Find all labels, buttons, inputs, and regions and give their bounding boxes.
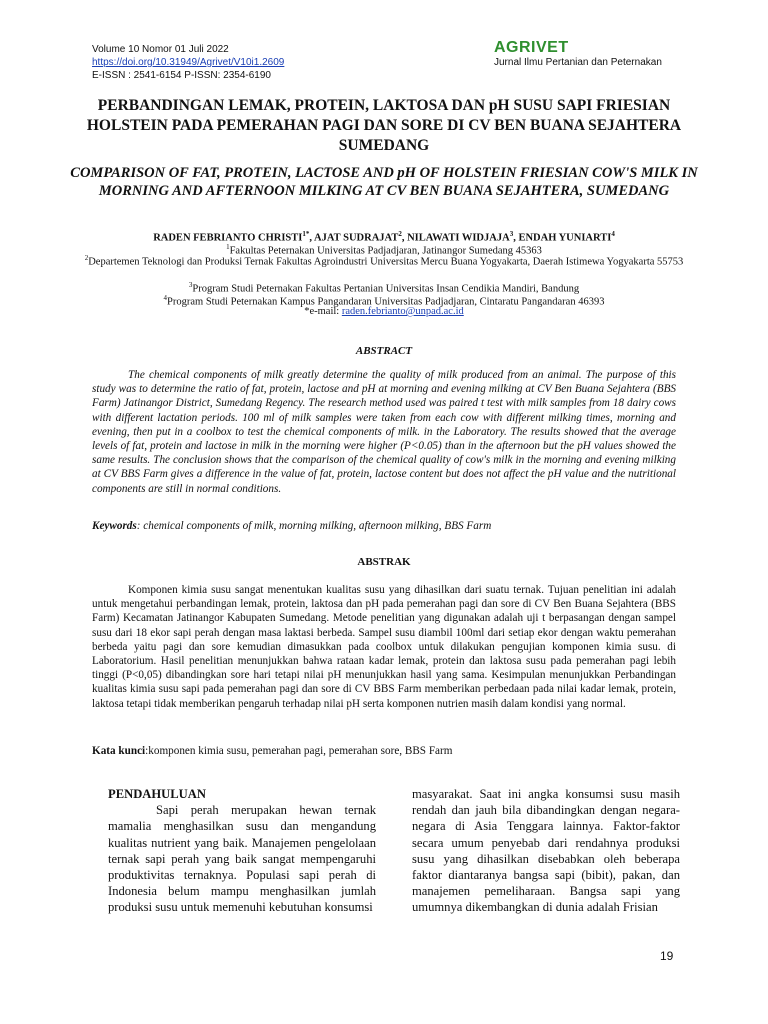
email-link[interactable]: raden.febrianto@unpad.ac.id [341,306,464,317]
intro-right-text: masyarakat. Saat ini angka konsumsi susu masih rendah dan jauh bila dibandingkan dengan negara-negara di Asia Tenggara lainnya. Faktor-faktor secara umum penyebab dari rendahnya produksi susu yang dihasilkan disebabkan oleh beberapa faktor diantaranya bangsa sapi (bibit), pakan, dan manajemen pemeliharaan. Bangsa sapi yang umumnya dikembangkan di dunia adalah Frisian [412,787,680,915]
author-4-sup: 4 [611,230,615,238]
email-line [80,305,688,318]
issn: E-ISSN : 2541-6154 P-ISSN: 2354-6190 [92,70,271,81]
journal-logo: AGRIVET [494,39,569,56]
doi-link[interactable] [92,57,284,69]
author-4: , ENDAH YUNIARTI [513,232,612,244]
affiliation-1-text: Fakultas Peternakan Universitas Padjadjaran, Jatinangor Sumedang 45363 [229,245,542,257]
intro-left-column [108,786,376,916]
affiliation-2-sup: 2 [84,254,89,262]
abstract-heading: ABSTRACT [355,345,413,357]
affiliation-4-sup: 4 [163,294,168,302]
author-3-sup: 3 [509,230,514,238]
affiliation-2-text: Departemen Teknologi dan Produksi Ternak Fakultas Agroindustri Universitas Mercu Buana Yogyakarta, Daerah Istimewa Yogyakarta 55753 [88,256,684,268]
author-3: , NILAWATI WIDJAJA [401,232,510,244]
kata-kunci-label: Kata kunci [92,745,146,757]
intro-right-column [412,786,680,916]
abstrak-body: Komponen kimia susu sangat menentukan kualitas susu yang dihasilkan dari suatu ternak. Tujuan penelitian ini adalah untuk mengetahui perbandingan lemak, protein, laktosa dan pH pada pemerahan pagi dan sore di CV Ben Buana Sejahtera (BBS Farm) Kecamatan Jatinangor Kabupaten Sumedang. Metode penelitian yang digunakan adalah uji t berpasangan dengan sampel susu dari 18 ekor sapi perah dengan masa laktasi berbeda. Sampel susu diambil 100ml dari setiap ekor dengan waktu pemerahan berbeda yaitu pagi dan sore kemudian dimasukkan pada coolbox untuk dilakukan pengujian komponen kimia susu. di Laboratorium. Hasil penelitian menunjukkan bahwa rataan kadar lemak, protein dan laktosa susu pada pemerahan pagi lebih tinggi (P<0,05) dibandingkan sore hari tetapi nilai pH menunjukkan hasil yang sama. Kesimpulan menunjukkan Perbandingan kualitas kimia susu sapi pada pemerahan pagi dan sore di CV BBS Farm memberikan perbedaan pada nilai kadar lemak, protein, laktosa tetapi tidak memberikan pengaruh terhadap nilai pH serta komponen nutrien masih dalam kondisi yang normal. [92,584,676,710]
author-2: , AJAT SUDRAJAT [309,232,399,244]
author-1: RADEN FEBRIANTO CHRISTI [153,232,303,244]
intro-heading: PENDAHULUAN [108,787,206,801]
affiliation-3-sup: 3 [188,281,193,289]
affiliation-1-sup: 1 [226,243,230,251]
keywords-text: : chemical components of milk, morning milking, afternoon milking, BBS Farm [136,520,492,532]
keywords-line [92,519,676,533]
author-2-sup: 2 [398,230,402,238]
abstract-body: The chemical components of milk greatly determine the quality of milk produced from an animal. The purpose of this study was to determine the ratio of fat, protein, lactose and pH at morning and evening milking at CV Ben Buana Sejahtera (BBS Farm) Jatinangor District, Sumedang Regency. The research method used was paired t test with milk samples from 18 dairy cows with different lactation periods. 100 ml of milk samples were taken from each cow with different milking times, morning and evening, then put in a coolbox to test the chemical components of milk. in the Laboratory. The results showed that the average levels of fat, protein and lactose in milk in the morning were higher (P<0.05) than in the afternoon but the pH values showed the same results. The conclusion shows that the comparison of the chemical quality of cow's milk in the morning and evening milking at CV BBS Farm gives a difference in the value of fat, protein, lactose content but does not affect the pH value and the nutritional components are still in normal conditions. [92,369,676,495]
volume-info: Volume 10 Nomor 01 Juli 2022 [92,44,229,55]
journal-name: Jurnal Ilmu Pertanian dan Peternakan [494,57,662,68]
abstrak-heading: ABSTRAK [357,556,411,568]
keywords-label: Keywords [92,520,137,532]
affiliation-4-text: Program Studi Peternakan Kampus Pangandaran Universitas Padjadjaran, Cintaratu Pangandaran 46393 [167,296,605,308]
kata-kunci-text: :komponen kimia susu, pemerahan pagi, pemerahan sore, BBS Farm [145,745,453,757]
intro-left-text: Sapi perah merupakan hewan ternak mamalia menghasilkan susu dan mengandung kualitas nutrient yang baik. Manajemen pengelolaan ternak sapi perah yang baik sangat mempengaruhi produktivitas ternaknya. Populasi sapi perah di Indonesia belum mampu menghasilkan jumlah produksi susu untuk memenuhi kebutuhan konsumsi [108,803,376,915]
doi-link-text[interactable]: https://doi.org/10.31949/Agrivet/V10i1.2609 [92,57,285,68]
kata-kunci-line [92,744,676,758]
affiliation-3-text: Program Studi Peternakan Fakultas Pertanian Universitas Insan Cendikia Mandiri, Bandung [192,283,580,295]
email-label: *e-mail: [304,306,342,317]
affiliation-2 [80,252,688,269]
title-indonesian: PERBANDINGAN LEMAK, PROTEIN, LAKTOSA DAN pH SUSU SAPI FRIESIAN HOLSTEIN PADA PEMERAHAN PAGI DAN SORE DI CV BEN BUANA SEJAHTERA SUMEDANG [86,97,682,154]
author-1-sup: 1* [302,230,310,238]
page-number: 19 [660,949,674,963]
title-english: COMPARISON OF FAT, PROTEIN, LACTOSE AND pH OF HOLSTEIN FRIESIAN COW'S MILK IN MORNING AND AFTERNOON MILKING AT CV BEN BUANA SEJAHTERA, SUMEDANG [70,165,698,199]
